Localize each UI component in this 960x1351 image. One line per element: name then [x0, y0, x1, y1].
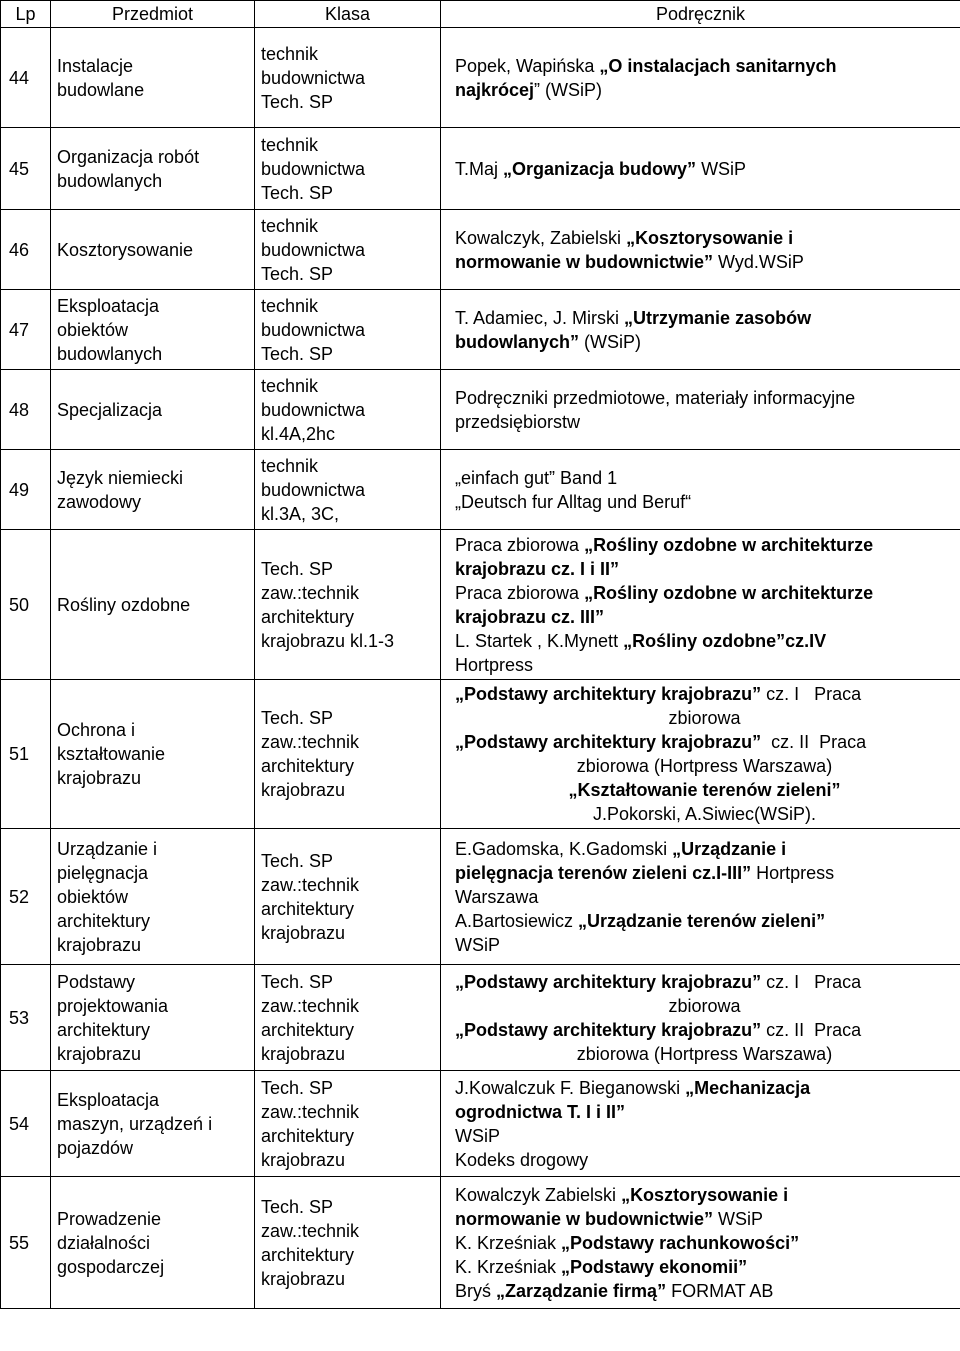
subject-line: Urządzanie i — [57, 838, 158, 859]
book-text: Hortpress — [751, 862, 835, 883]
book-line — [455, 682, 954, 706]
book-title: „Podstawy architektury krajobrazu” — [455, 971, 762, 992]
klasa-line: architektury — [261, 1019, 355, 1040]
book-text: T. Adamiec, J. Mirski — [455, 307, 625, 328]
book-text: J.Pokorski, A.Siwiec(WSiP). — [592, 804, 817, 824]
book-line — [455, 1124, 954, 1148]
book-title: „Podstawy rachunkowości” — [561, 1232, 800, 1253]
book-text: Kowalczyk Zabielski — [455, 1184, 622, 1205]
book-line — [455, 802, 954, 826]
book-title: „Mechanizacja — [685, 1077, 811, 1098]
klasa-line: krajobrazu — [261, 1043, 346, 1064]
subject-line: maszyn, urządzeń i — [57, 1113, 213, 1134]
book-line — [455, 1231, 954, 1255]
book-line — [455, 581, 954, 605]
book-title: „Rośliny ozdobne w architekturze — [584, 534, 874, 555]
subject-line: gospodarczej — [57, 1256, 165, 1277]
book-line — [455, 1042, 954, 1066]
book-text: Kowalczyk, Zabielski — [455, 227, 627, 248]
book-text: K. Krześniak — [455, 1232, 562, 1253]
book-line — [455, 933, 954, 957]
cell-podrecznik — [441, 1177, 960, 1309]
book-title: „Rośliny ozdobne”cz.IV — [623, 630, 827, 651]
book-line — [455, 78, 954, 102]
klasa-line: Tech. SP — [261, 1196, 334, 1217]
cell-podrecznik — [441, 210, 960, 290]
book-line — [455, 1148, 954, 1172]
book-line — [455, 885, 954, 909]
book-line — [455, 557, 954, 581]
book-title: krajobrazu cz. I i II” — [455, 558, 620, 579]
table-row — [1, 829, 960, 965]
cell-podrecznik — [441, 290, 960, 370]
book-line — [455, 778, 954, 802]
cell-klasa — [255, 370, 441, 450]
klasa-line: kl.4A,2hc — [261, 423, 336, 444]
book-line — [455, 1183, 954, 1207]
cell-klasa — [255, 450, 441, 530]
table-row — [1, 1177, 960, 1309]
cell-lp: 53 — [1, 965, 51, 1071]
klasa-line: technik — [261, 134, 319, 155]
klasa-line: kl.3A, 3C, — [261, 503, 340, 524]
book-text: T.Maj — [455, 158, 504, 179]
table-row — [1, 128, 960, 210]
klasa-line: architektury — [261, 1125, 355, 1146]
book-line — [455, 226, 954, 250]
book-text: WSiP — [455, 934, 500, 955]
cell-lp: 50 — [1, 530, 51, 680]
klasa-line: architektury — [261, 606, 355, 627]
subject-line: krajobrazu — [57, 934, 142, 955]
klasa-line: krajobrazu — [261, 1149, 346, 1170]
subject-line: Eksploatacja — [57, 295, 160, 316]
klasa-line: Tech. SP — [261, 850, 334, 871]
klasa-line: krajobrazu — [261, 1268, 346, 1289]
klasa-line: Tech. SP — [261, 558, 334, 579]
subject-line: krajobrazu — [57, 768, 142, 788]
book-line — [455, 490, 954, 514]
book-line — [455, 1100, 954, 1124]
subject-line: Podstawy — [57, 971, 136, 992]
cell-klasa — [255, 530, 441, 680]
klasa-line: zaw.:technik — [261, 582, 360, 603]
subject-line: Ochrona i — [57, 720, 136, 740]
book-line — [455, 250, 954, 274]
table-row — [1, 680, 960, 829]
book-text: cz. I Praca — [761, 971, 862, 992]
subject-line: obiektów — [57, 886, 129, 907]
book-text: cz. II Praca — [761, 1019, 862, 1040]
book-text: Popek, Wapińska — [455, 55, 600, 76]
cell-subject — [51, 680, 255, 829]
book-line — [455, 653, 954, 677]
klasa-line: technik — [261, 455, 319, 476]
klasa-line: Tech. SP — [261, 182, 334, 203]
subject-line: budowlane — [57, 79, 145, 100]
cell-podrecznik — [441, 370, 960, 450]
subject-line: Organizacja robót — [57, 146, 200, 167]
book-line — [455, 330, 954, 354]
klasa-line: Tech. SP — [261, 708, 334, 728]
book-title: „Kształtowanie terenów zieleni” — [568, 780, 841, 800]
book-text: „einfach gut” Band 1 — [455, 467, 618, 488]
book-title: „Podstawy architektury krajobrazu” — [455, 1019, 762, 1040]
cell-lp: 48 — [1, 370, 51, 450]
cell-klasa — [255, 290, 441, 370]
table-row — [1, 450, 960, 530]
book-title: normowanie w budownictwie” — [455, 251, 714, 272]
book-title: budowlanych” — [455, 331, 580, 352]
book-line — [455, 861, 954, 885]
subject-line: krajobrazu — [57, 1043, 142, 1064]
book-line — [455, 629, 954, 653]
header-lp: Lp — [1, 1, 51, 28]
subject-line: pojazdów — [57, 1137, 134, 1158]
book-line — [455, 994, 954, 1018]
book-title: „Podstawy ekonomii” — [561, 1256, 748, 1277]
book-title: „Podstawy architektury krajobrazu” — [455, 684, 762, 704]
klasa-line: architektury — [261, 1244, 355, 1265]
book-text: Bryś — [455, 1280, 497, 1301]
book-text: zbiorowa — [668, 708, 741, 728]
cell-podrecznik — [441, 1071, 960, 1177]
cell-subject — [51, 1071, 255, 1177]
cell-klasa — [255, 1071, 441, 1177]
subject-line: pielęgnacja — [57, 862, 149, 883]
klasa-line: zaw.:technik — [261, 874, 360, 895]
cell-subject — [51, 128, 255, 210]
cell-klasa — [255, 680, 441, 829]
book-text: „Deutsch fur Alltag und Beruf“ — [455, 491, 692, 512]
cell-subject — [51, 210, 255, 290]
book-line — [455, 1255, 954, 1279]
subject-line: Specjalizacja — [57, 399, 163, 420]
book-text: cz. II Praca — [761, 732, 867, 752]
book-title: normowanie w budownictwie” — [455, 1208, 714, 1229]
cell-subject — [51, 290, 255, 370]
cell-subject — [51, 530, 255, 680]
cell-lp: 47 — [1, 290, 51, 370]
book-title: pielęgnacja terenów zieleni cz.I-III” — [455, 862, 752, 883]
cell-lp: 54 — [1, 1071, 51, 1177]
subject-line: budowlanych — [57, 343, 163, 364]
cell-klasa — [255, 128, 441, 210]
book-title: „Organizacja budowy” — [503, 158, 697, 179]
klasa-line: architektury — [261, 898, 355, 919]
book-line — [455, 1018, 954, 1042]
table-row — [1, 965, 960, 1071]
klasa-line: krajobrazu kl.1-3 — [261, 630, 395, 651]
book-line — [455, 754, 954, 778]
header-podrecznik: Podręcznik — [441, 1, 960, 28]
subject-line: budowlanych — [57, 170, 163, 191]
klasa-line: budownictwa — [261, 239, 366, 260]
cell-klasa — [255, 829, 441, 965]
table-row — [1, 28, 960, 128]
book-text: zbiorowa (Hortpress Warszawa) — [576, 1043, 833, 1064]
book-title: „O instalacjach sanitarnych — [599, 55, 837, 76]
cell-subject — [51, 450, 255, 530]
cell-klasa — [255, 210, 441, 290]
table-row — [1, 530, 960, 680]
book-line — [455, 837, 954, 861]
subject-line: architektury — [57, 1019, 151, 1040]
cell-podrecznik — [441, 28, 960, 128]
cell-lp: 55 — [1, 1177, 51, 1309]
book-line — [455, 533, 954, 557]
cell-podrecznik — [441, 450, 960, 530]
book-line — [455, 410, 954, 434]
klasa-line: Tech. SP — [261, 91, 334, 112]
book-title: „Zarządzanie firmą” — [496, 1280, 667, 1301]
book-title: „Podstawy architektury krajobrazu” — [455, 732, 762, 752]
klasa-line: zaw.:technik — [261, 732, 360, 752]
klasa-line: Tech. SP — [261, 1077, 334, 1098]
book-text: WSiP — [696, 158, 747, 179]
subject-line: Rośliny ozdobne — [57, 594, 191, 615]
table-row — [1, 1071, 960, 1177]
klasa-line: technik — [261, 43, 319, 64]
book-line — [455, 730, 954, 754]
cell-podrecznik — [441, 680, 960, 829]
book-title: „Kosztorysowanie i — [621, 1184, 789, 1205]
book-title: „Utrzymanie zasobów — [624, 307, 812, 328]
klasa-line: zaw.:technik — [261, 995, 360, 1016]
book-text: (WSiP) — [579, 331, 642, 352]
book-text: Kodeks drogowy — [455, 1149, 589, 1170]
subject-line: Język niemiecki — [57, 467, 184, 488]
subject-line: Instalacje — [57, 55, 134, 76]
klasa-line: budownictwa — [261, 67, 366, 88]
subject-line: projektowania — [57, 995, 169, 1016]
book-text: L. Startek , K.Mynett — [455, 630, 624, 651]
cell-subject — [51, 965, 255, 1071]
cell-subject — [51, 829, 255, 965]
subject-line: zawodowy — [57, 491, 142, 512]
cell-podrecznik — [441, 965, 960, 1071]
book-text: Wyd.WSiP — [713, 251, 804, 272]
cell-podrecznik — [441, 530, 960, 680]
book-line — [455, 386, 954, 410]
klasa-line: Tech. SP — [261, 971, 334, 992]
klasa-line: budownictwa — [261, 479, 366, 500]
book-title: ogrodnictwa T. I i II” — [455, 1101, 626, 1122]
klasa-line: budownictwa — [261, 158, 366, 179]
cell-podrecznik — [441, 128, 960, 210]
cell-lp: 52 — [1, 829, 51, 965]
book-text: Hortpress — [455, 654, 534, 675]
book-title: najkrócej — [455, 79, 535, 100]
cell-subject — [51, 28, 255, 128]
cell-podrecznik — [441, 829, 960, 965]
book-line — [455, 466, 954, 490]
cell-lp: 51 — [1, 680, 51, 829]
cell-subject — [51, 1177, 255, 1309]
cell-klasa — [255, 28, 441, 128]
book-line — [455, 706, 954, 730]
book-line — [455, 1207, 954, 1231]
subject-line: Eksploatacja — [57, 1089, 160, 1110]
book-title: krajobrazu cz. III” — [455, 606, 605, 627]
cell-klasa — [255, 1177, 441, 1309]
table-body — [1, 28, 960, 1309]
klasa-line: Tech. SP — [261, 263, 334, 284]
book-text: cz. I Praca — [761, 684, 862, 704]
book-text: FORMAT AB — [666, 1280, 774, 1301]
cell-lp: 44 — [1, 28, 51, 128]
book-line — [455, 306, 954, 330]
book-title: „Kosztorysowanie i — [626, 227, 794, 248]
table-row — [1, 210, 960, 290]
klasa-line: architektury — [261, 756, 355, 776]
book-text: E.Gadomska, K.Gadomski — [455, 838, 673, 859]
book-text: Podręczniki przedmiotowe, materiały informacyjne — [455, 387, 856, 408]
klasa-line: budownictwa — [261, 319, 366, 340]
book-text: ” (WSiP) — [534, 79, 603, 100]
book-text: WSiP — [455, 1125, 500, 1146]
book-text: Warszawa — [455, 886, 539, 907]
cell-lp: 45 — [1, 128, 51, 210]
book-title: „Urządzanie terenów zieleni” — [578, 910, 826, 931]
subject-line: Prowadzenie — [57, 1208, 162, 1229]
book-line — [455, 909, 954, 933]
book-line — [455, 605, 954, 629]
cell-lp: 49 — [1, 450, 51, 530]
subject-line: architektury — [57, 910, 151, 931]
book-text: zbiorowa — [668, 995, 741, 1016]
book-line — [455, 970, 954, 994]
cell-lp: 46 — [1, 210, 51, 290]
subject-line: działalności — [57, 1232, 151, 1253]
table-row — [1, 290, 960, 370]
book-line — [455, 157, 954, 181]
book-text: Praca zbiorowa — [455, 534, 585, 555]
klasa-line: technik — [261, 215, 319, 236]
klasa-line: krajobrazu — [261, 780, 346, 800]
book-title: „Rośliny ozdobne w architekturze — [584, 582, 874, 603]
book-text: Praca zbiorowa — [455, 582, 585, 603]
book-text: przedsiębiorstw — [455, 411, 581, 432]
cell-subject — [51, 370, 255, 450]
header-przedmiot: Przedmiot — [51, 1, 255, 28]
klasa-line: budownictwa — [261, 399, 366, 420]
klasa-line: krajobrazu — [261, 922, 346, 943]
table-row — [1, 370, 960, 450]
book-text: J.Kowalczuk F. Bieganowski — [455, 1077, 686, 1098]
klasa-line: Tech. SP — [261, 343, 334, 364]
subject-line: kształtowanie — [57, 744, 166, 764]
header-klasa: Klasa — [255, 1, 441, 28]
book-text: A.Bartosiewicz — [455, 910, 579, 931]
book-line — [455, 1076, 954, 1100]
subject-line: Kosztorysowanie — [57, 239, 194, 260]
book-text: WSiP — [713, 1208, 764, 1229]
book-text: K. Krześniak — [455, 1256, 562, 1277]
klasa-line: technik — [261, 295, 319, 316]
table-header-row — [1, 1, 960, 28]
cell-klasa — [255, 965, 441, 1071]
book-title: „Urządzanie i — [672, 838, 787, 859]
subject-line: obiektów — [57, 319, 129, 340]
klasa-line: zaw.:technik — [261, 1220, 360, 1241]
klasa-line: technik — [261, 375, 319, 396]
book-line — [455, 1279, 954, 1303]
klasa-line: zaw.:technik — [261, 1101, 360, 1122]
book-line — [455, 54, 954, 78]
book-text: zbiorowa (Hortpress Warszawa) — [576, 756, 833, 776]
